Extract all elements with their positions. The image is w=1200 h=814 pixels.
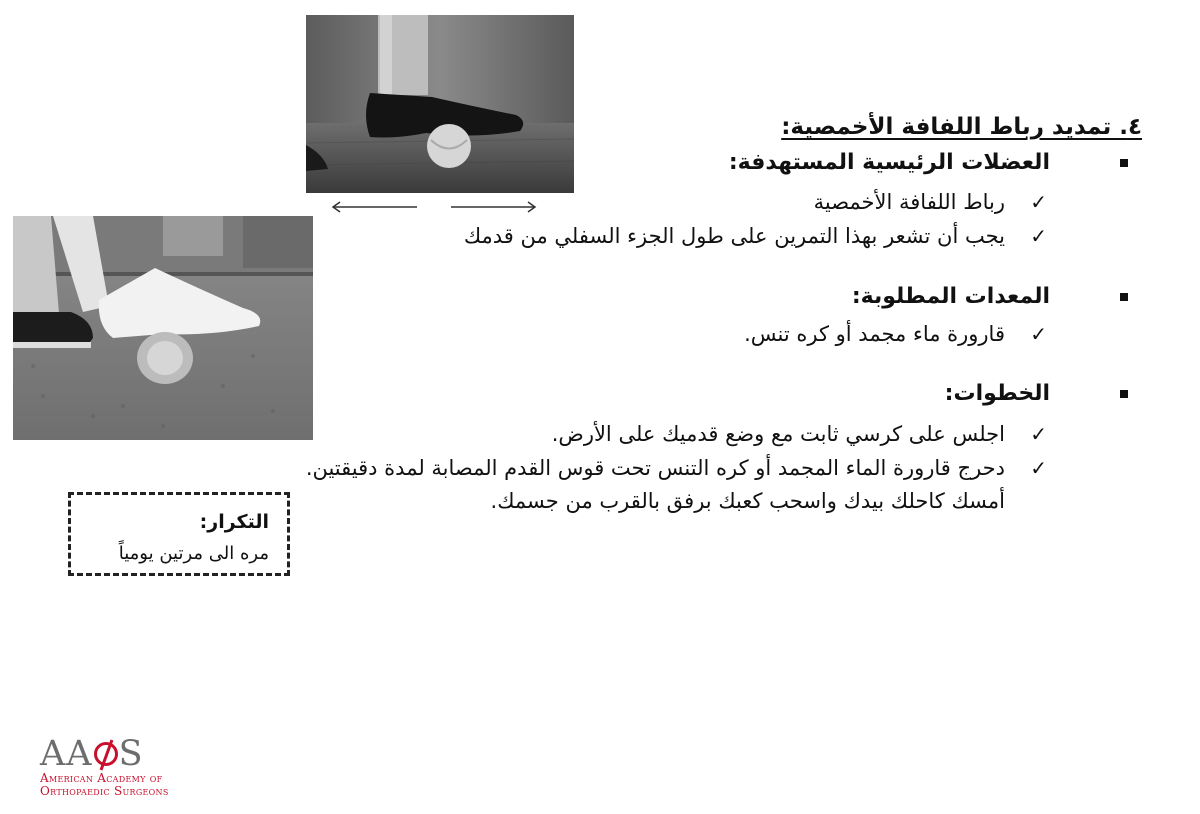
aaos-logo-mark [40,736,200,772]
exercise-title: ٤. تمديد رباط اللفافة الأخمصية: [781,114,1142,140]
square-bullet-icon [1120,293,1128,301]
square-bullet-icon [1120,159,1128,167]
check-icon: ✓ [1030,456,1047,480]
direction-arrows-icon [325,197,543,217]
check-icon: ✓ [1030,224,1047,248]
logo-line-2: Orthopaedic Surgeons [40,784,169,798]
check-icon: ✓ [1030,190,1047,214]
equipment-item-1 [744,320,1047,349]
square-bullet-icon [1120,390,1128,398]
logo-line-1: American Academy of [40,771,163,785]
steps-item-2 [305,454,1047,483]
check-icon: ✓ [1030,322,1047,346]
steps-heading-text: الخطوات: [944,381,1050,406]
muscles-heading-text: العضلات الرئيسية المستهدفة: [728,150,1050,175]
equipment-item-1-text: قارورة ماء مجمد أو كره تنس. [744,322,1005,346]
steps-item-1-text: اجلس على كرسي ثابت مع وضع قدميك على الأرض. [551,422,1005,446]
aaos-logo [40,736,200,806]
repetitions-label: التكرار: [199,511,269,533]
steps-heading [945,381,1050,406]
steps-item-1 [551,420,1047,449]
steps-item-2-text: دحرج قارورة الماء المجمد أو كره التنس تحت قوس القدم المصابة لمدة دقيقتين. [305,456,1005,480]
muscles-item-1 [813,188,1047,217]
muscles-item-2-text: يجب أن تشعر بهذا التمرين على طول الجزء السفلي من قدمك [463,224,1005,248]
foot-on-ball-photo-left [13,216,313,440]
steps-continuation: أمسك كاحلك بيدك واسحب كعبك برفق بالقرب من جسمك. [490,489,1005,513]
muscles-heading [729,150,1050,175]
muscles-item-1-text: رباط اللفافة الأخمصية [813,190,1005,214]
equipment-heading-text: المعدات المطلوبة: [851,284,1050,309]
logo-mark-left: AA [40,734,93,774]
logo-mark-right: S [118,734,144,774]
foot-on-ball-photo-top [306,15,574,193]
equipment-heading [852,284,1050,309]
muscles-item-2 [463,222,1047,251]
logo-o-icon [94,742,118,766]
check-icon: ✓ [1030,422,1047,446]
repetitions-box [68,492,290,576]
repetitions-value: مره الى مرتين يومياً [118,543,269,564]
